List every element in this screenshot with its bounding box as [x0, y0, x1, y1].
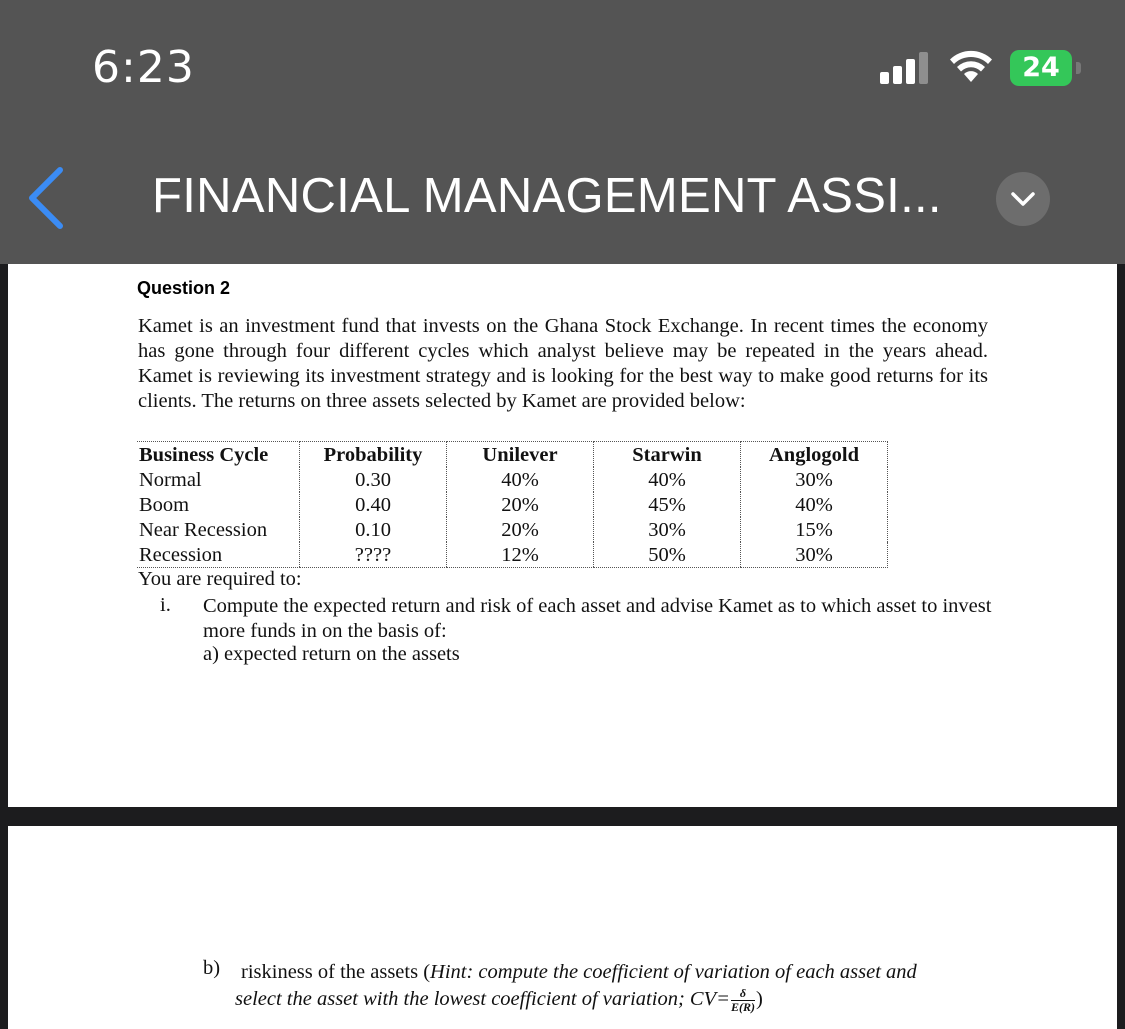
table-cell: Recession	[137, 542, 300, 568]
table-cell: Boom	[139, 493, 190, 516]
required-label: You are required to:	[138, 568, 302, 590]
back-chevron-icon[interactable]	[22, 166, 68, 230]
table-cell: 20%	[447, 492, 594, 517]
wifi-icon	[948, 48, 994, 84]
item-b-hint: Hint: compute the coefficient of variation of each asset and	[430, 961, 917, 983]
formula-close: )	[755, 988, 763, 1011]
returns-table	[137, 441, 888, 568]
top-bar	[0, 0, 1125, 264]
title-dropdown-button[interactable]	[996, 172, 1050, 226]
table-cell: 40%	[447, 467, 594, 492]
battery-icon	[1010, 50, 1086, 88]
item-i-number: i.	[160, 594, 171, 616]
table-cell: ????	[300, 542, 447, 568]
cellular-signal-icon	[880, 52, 936, 84]
table-cell: 45%	[594, 492, 741, 517]
status-time: 6:23	[92, 42, 195, 93]
item-b-line2-text: select the asset with the lowest coefficient of variation; CV=	[235, 988, 730, 1011]
formula-denominator: E(R)	[730, 1000, 755, 1014]
table-cell: 30%	[594, 517, 741, 542]
item-a-text: a) expected return on the assets	[203, 643, 460, 665]
table-cell: 0.30	[300, 467, 447, 492]
table-header: Probability	[300, 442, 447, 468]
table-header-row	[137, 442, 888, 468]
table-cell: Normal	[139, 468, 202, 491]
table-cell: 0.40	[300, 492, 447, 517]
formula-numerator: δ	[731, 987, 755, 1001]
table-row	[137, 517, 888, 542]
table-cell: 0.10	[300, 517, 447, 542]
table-cell: 40%	[594, 467, 741, 492]
table-cell: 12%	[447, 542, 594, 568]
table-cell: 30%	[741, 542, 888, 568]
table-cell: 15%	[741, 517, 888, 542]
battery-level: 24	[1010, 50, 1072, 86]
table-cell: 20%	[447, 517, 594, 542]
table-row	[137, 492, 888, 517]
table-header: Anglogold	[741, 442, 888, 468]
table-cell: 30%	[741, 467, 888, 492]
table-header: Starwin	[594, 442, 741, 468]
cv-formula	[731, 987, 755, 1014]
table-cell: 50%	[594, 542, 741, 568]
question-heading: Question 2	[137, 278, 231, 298]
document-title: FINANCIAL MANAGEMENT ASSI...	[152, 169, 942, 223]
chevron-down-icon	[1010, 190, 1036, 208]
table-header: Business Cycle	[137, 442, 300, 468]
item-b-text	[241, 957, 1001, 987]
table-header: Unilever	[447, 442, 594, 468]
item-b-line2	[235, 987, 763, 1014]
table-row	[137, 467, 888, 492]
item-b-label: b)	[203, 957, 221, 979]
item-b-lead: riskiness of the assets (	[241, 961, 431, 983]
item-i-text: Compute the expected return and risk of each asset and advise Kamet as to which asset to invest more funds in on the basis of:	[203, 595, 992, 642]
table-cell: Near Recession	[139, 518, 268, 541]
table-row	[137, 542, 888, 568]
table-cell: 40%	[741, 492, 888, 517]
question-intro: Kamet is an investment fund that invests on the Ghana Stock Exchange. In recent times the economy has gone through four different cycles which analyst believe may be repeated in the years ahead. Kamet is reviewing its investment strategy and is looking for the best way to make good returns for its clients. The returns on three assets selected by Kamet are provided below:	[138, 315, 988, 412]
